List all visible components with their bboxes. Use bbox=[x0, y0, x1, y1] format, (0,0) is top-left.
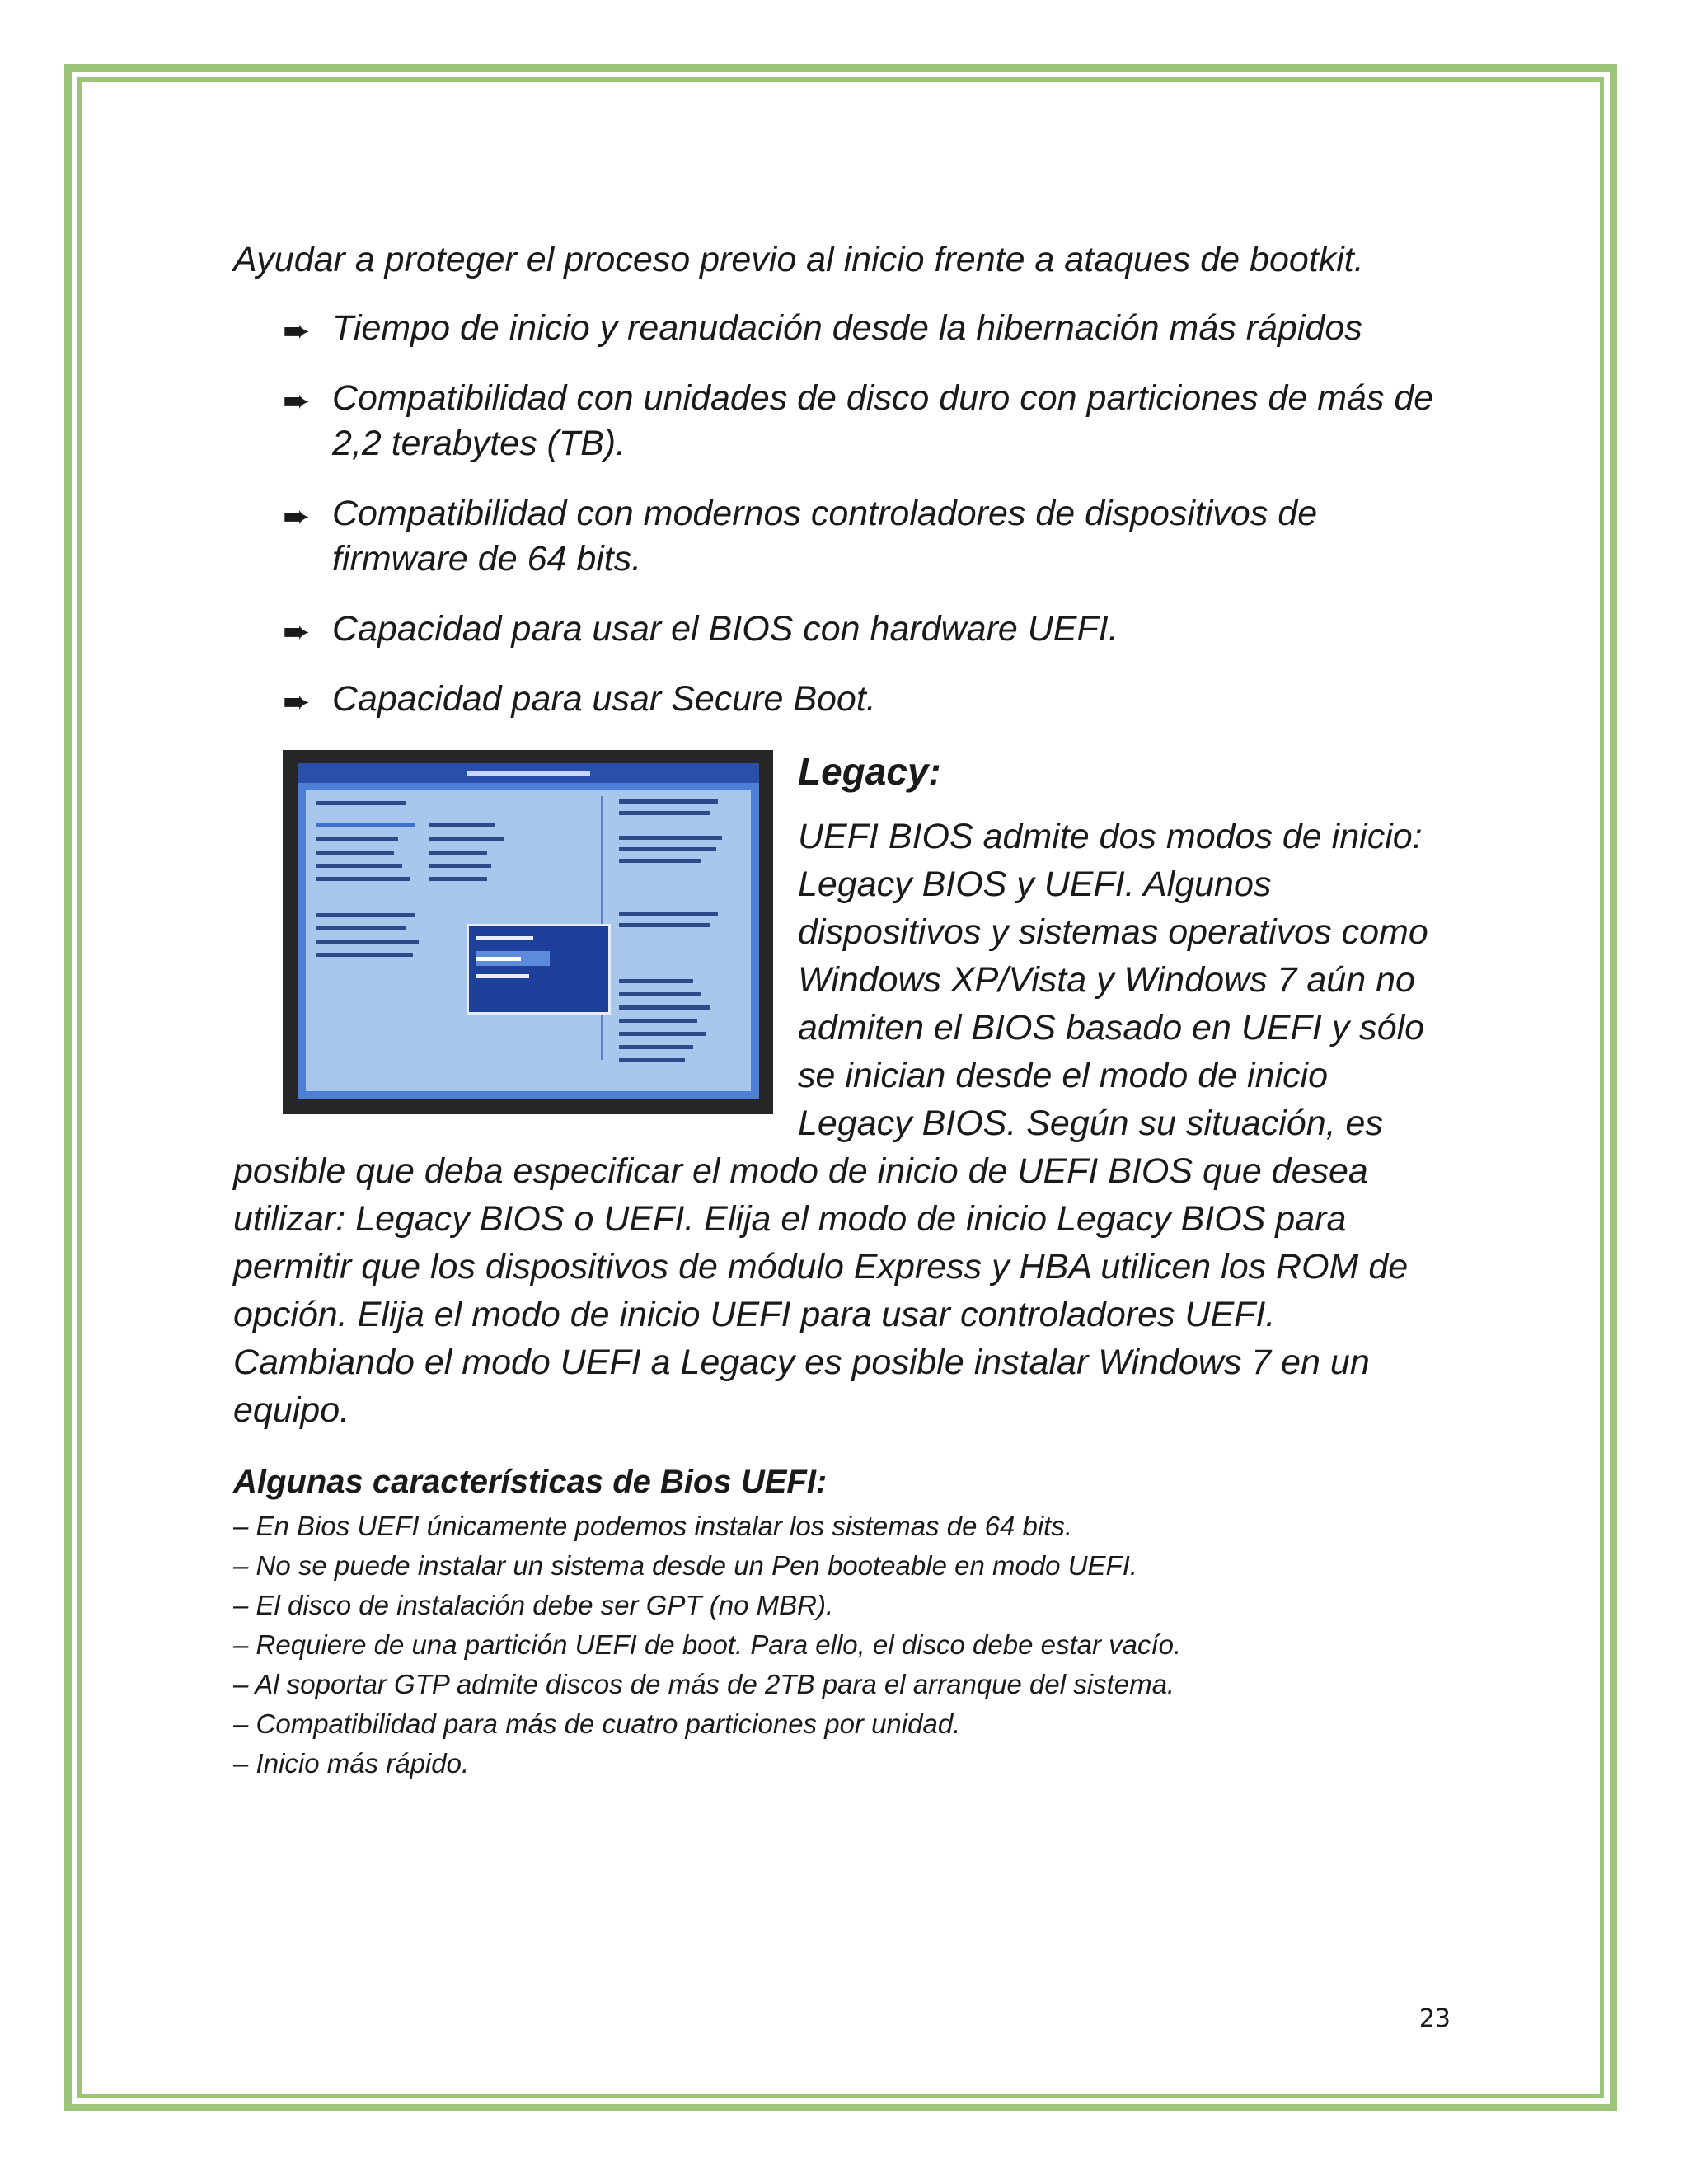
feature-item: ➨ Capacidad para usar el BIOS con hardware UEFI. bbox=[233, 607, 1449, 652]
legacy-paragraph: UEFI BIOS admite dos modos de inicio: Legacy BIOS y UEFI. Algunos dispositivos y sistemas operativos como Windows XP/Vista y Windows 7 aún no admiten el BIOS basado en UEFI y sólo se inician desde el modo de inicio Legacy BIOS. Según su situación, es posible que deba especificar el modo de inicio de UEFI BIOS que desea utilizar: Legacy BIOS o UEFI. Elija el modo de inicio Legacy BIOS para permitir que los dispositivos de módulo Express y HBA utilicen los ROM de opción. Elija el modo de inicio UEFI para usar controladores UEFI. Cambiando el modo UEFI a Legacy es posible instalar Windows 7 en un equipo. bbox=[233, 817, 1428, 1430]
arrow-bullet-icon: ➨ bbox=[283, 383, 311, 419]
legacy-heading: Legacy: bbox=[798, 750, 941, 793]
bios-screenshot-image bbox=[283, 750, 773, 1114]
uefi-features-heading: Algunas características de Bios UEFI: bbox=[233, 1464, 828, 1500]
feature-list bbox=[233, 306, 1449, 722]
feature-item: ➨ Compatibilidad con modernos controladores de dispositivos de firmware de 64 bits. bbox=[283, 494, 1318, 579]
uefi-feature-item: – No se puede instalar un sistema desde un Pen booteable en modo UEFI. bbox=[233, 1550, 1138, 1581]
arrow-bullet-icon: ➨ bbox=[283, 684, 311, 720]
uefi-feature-item: – Inicio más rápido. bbox=[233, 1748, 470, 1779]
page-number: 23 bbox=[1418, 2004, 1451, 2033]
bios-title-bar bbox=[298, 763, 759, 783]
feature-item: ➨ Compatibilidad con unidades de disco duro con particiones de más de 2,2 terabytes (TB). bbox=[283, 378, 1434, 463]
uefi-feature-item: – Requiere de una partición UEFI de boot. Para ello, el disco debe estar vacío. bbox=[233, 1629, 1182, 1660]
arrow-bullet-icon: ➨ bbox=[283, 614, 311, 650]
arrow-bullet-icon: ➨ bbox=[283, 313, 311, 349]
uefi-feature-item: – Compatibilidad para más de cuatro particiones por unidad. bbox=[233, 1708, 961, 1739]
uefi-feature-item: – El disco de instalación debe ser GPT (no MBR). bbox=[233, 1590, 834, 1620]
arrow-bullet-icon: ➨ bbox=[283, 499, 311, 535]
intro-paragraph: Ayudar a proteger el proceso previo al inicio frente a ataques de bootkit. bbox=[233, 240, 1364, 279]
uefi-feature-list bbox=[233, 1507, 1449, 1783]
feature-item: ➨ Tiempo de inicio y reanudación desde la hibernación más rápidos bbox=[233, 306, 1449, 351]
bios-popup bbox=[467, 924, 611, 1015]
uefi-feature-item: – En Bios UEFI únicamente podemos instalar los sistemas de 64 bits. bbox=[233, 1511, 1072, 1541]
page-content bbox=[233, 237, 1449, 1783]
feature-item: ➨ Capacidad para usar Secure Boot. bbox=[233, 677, 1449, 722]
uefi-feature-item: – Al soportar GTP admite discos de más de 2TB para el arranque del sistema. bbox=[233, 1669, 1175, 1699]
bios-screen bbox=[298, 763, 759, 1099]
